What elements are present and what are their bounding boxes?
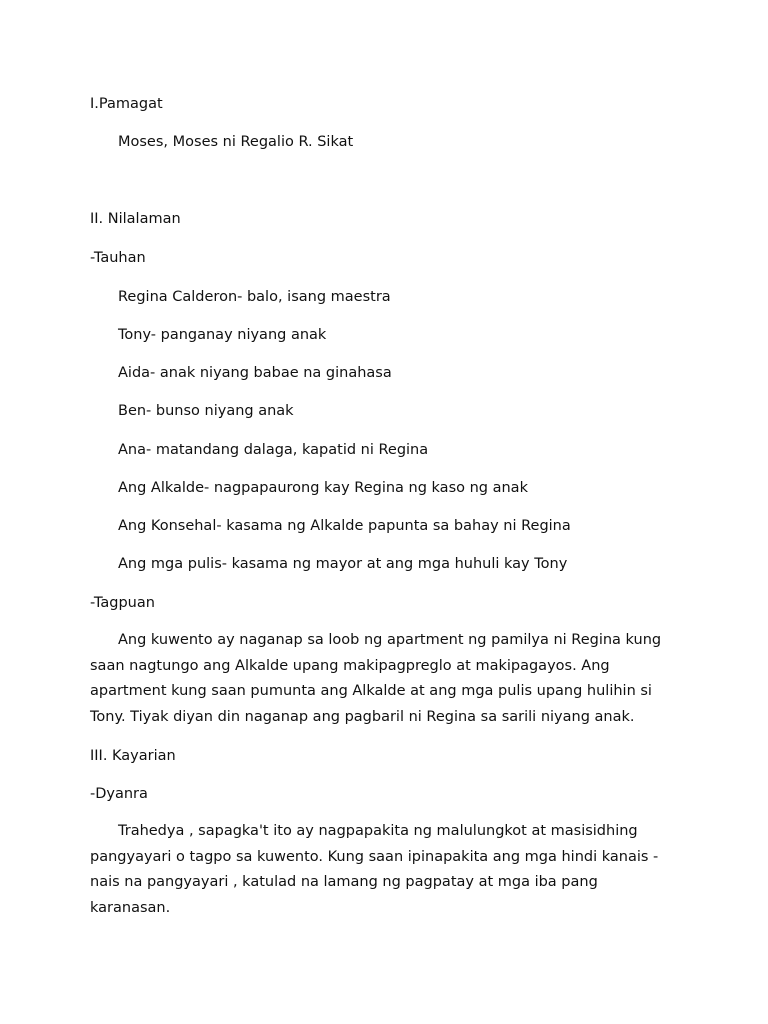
tauhan-item: Ben- bunso niyang anak [118,403,294,419]
tauhan-item: Tony- panganay niyang anak [118,327,327,343]
section-heading-pamagat: I.Pamagat [90,96,163,112]
tauhan-item: Ang Konsehal- kasama ng Alkalde papunta sa bahay ni Regina [118,518,571,534]
tagpuan-paragraph: Ang kuwento ay naganap sa loob ng apartment ng pamilya ni Regina kung saan nagtungo ang Alkalde upang makipagpreglo at makipagayos. Ang apartment kung saan pumunta ang Alkalde at ang mga pulis upang hulihin si Tony. Tiyak diyan din naganap ang pagbaril ni Regina sa sarili niyang anak. [90,632,662,725]
section-heading-nilalaman: II. Nilalaman [90,211,181,227]
tauhan-item: Ana- matandang dalaga, kapatid ni Regina [118,442,429,458]
tauhan-item: Ang mga pulis- kasama ng mayor at ang mga huhuli kay Tony [118,556,568,572]
story-title: Moses, Moses ni Regalio R. Sikat [118,134,354,150]
tagpuan-label: -Tagpuan [90,595,155,611]
tauhan-item: Ang Alkalde- nagpapaurong kay Regina ng kaso ng anak [118,480,528,496]
tauhan-item: Regina Calderon- balo, isang maestra [118,289,391,305]
dyanra-label: -Dyanra [90,786,148,802]
tauhan-item: Aida- anak niyang babae na ginahasa [118,365,392,381]
tauhan-label: -Tauhan [90,250,146,266]
section-heading-kayarian: III. Kayarian [90,748,176,764]
dyanra-paragraph: Trahedya , sapagka't ito ay nagpapakita ng malulungkot at masisidhing pangyayari o tagpo sa kuwento. Kung saan ipinapakita ang mga hindi kanais - nais na pangyayari , katulad na lamang ng pagpatay at mga iba pang karanasan. [90,823,659,916]
